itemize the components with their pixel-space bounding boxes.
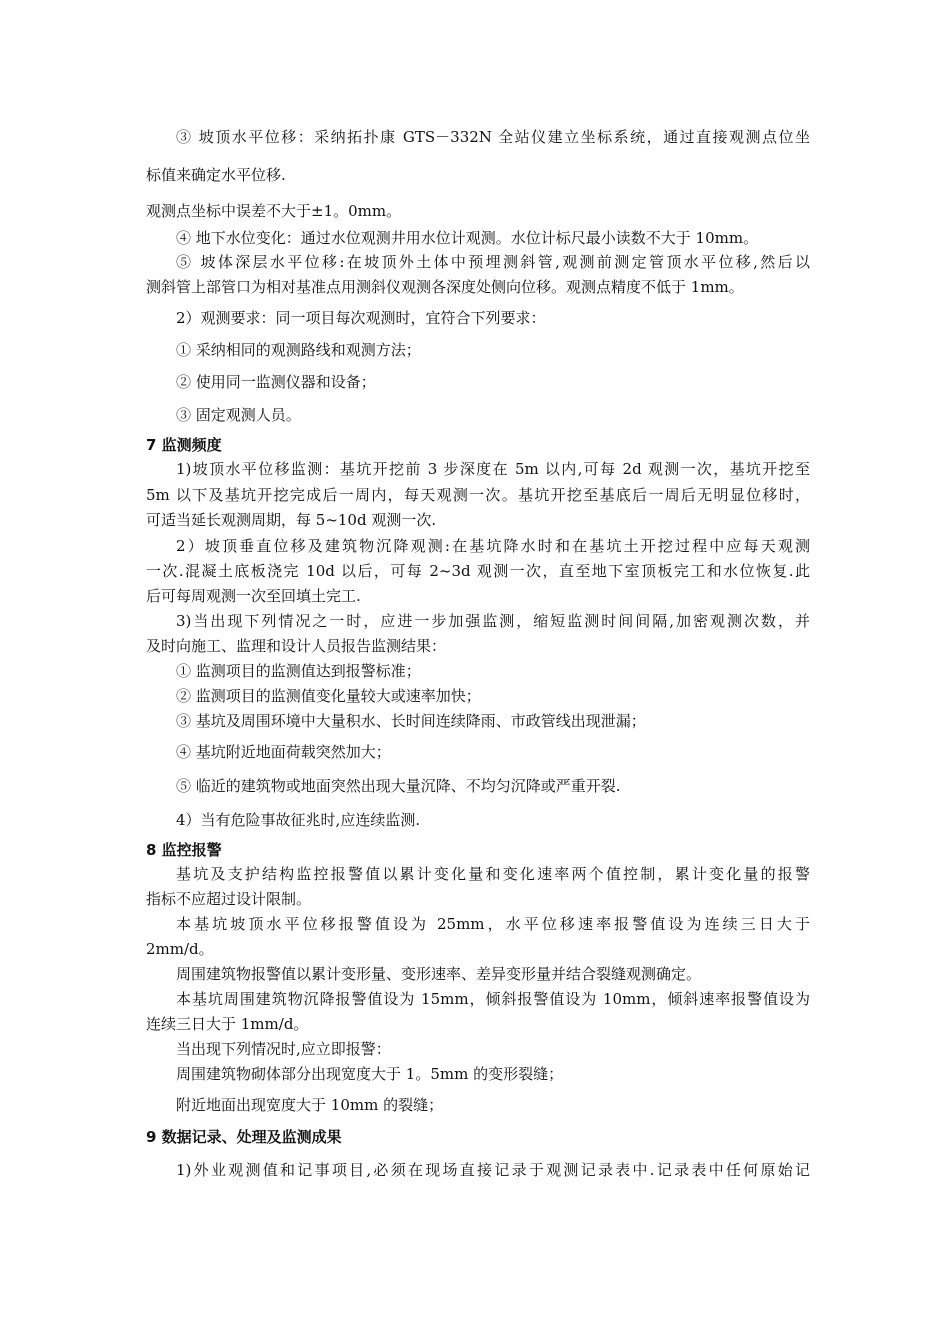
text-line: ② 监测项目的监测值变化量较大或速率加快；: [176, 687, 481, 705]
text-line: 4）当有危险事故征兆时,应连续监测.: [176, 811, 421, 829]
section-heading: 8 监控报警: [146, 841, 222, 859]
text-line: 当出现下列情况时,应立即报警：: [176, 1040, 391, 1058]
text-line: 2mm/d。: [146, 940, 214, 958]
section-heading: 7 监测频度: [146, 436, 222, 454]
text-line: ④ 地下水位变化：通过水位观测井用水位计观测。水位计标尺最小读数不大于 10mm。: [176, 229, 759, 247]
text-line: ⑤ 坡体深层水平位移:在坡顶外土体中预埋测斜管,观测前测定管顶水平位移,然后以: [176, 253, 810, 271]
text-line: 本基坑坡顶水平位移报警值设为 25mm，水平位移速率报警值设为连续三日大于: [176, 915, 810, 933]
text-line: 观测点坐标中误差不大于±1。0mm。: [146, 202, 402, 220]
text-line: ② 使用同一监测仪器和设备；: [176, 373, 376, 391]
text-line: 周围建筑物砌体部分出现宽度大于 1。5mm 的变形裂缝；: [176, 1065, 564, 1083]
text-line: 3)当出现下列情况之一时，应进一步加强监测，缩短监测时间间隔,加密观测次数，并: [176, 612, 810, 630]
text-line: 2）观测要求：同一项目每次观测时，宜符合下列要求：: [176, 309, 546, 327]
text-line: ④ 基坑附近地面荷载突然加大；: [176, 743, 391, 761]
text-line: 可适当延长观测周期，每 5~10d 观测一次.: [146, 511, 437, 529]
text-line: ⑤ 临近的建筑物或地面突然出现大量沉降、不均匀沉降或严重开裂.: [176, 777, 621, 795]
text-line: 附近地面出现宽度大于 10mm 的裂缝；: [176, 1096, 444, 1114]
text-line: ③ 固定观测人员。: [176, 406, 301, 424]
text-line: ③ 坡顶水平位移：采纳拓扑康 GTS－332N 全站仪建立坐标系统，通过直接观测点位坐: [176, 128, 810, 146]
text-line: ③ 基坑及周围环境中大量积水、长时间连续降雨、市政管线出现泄漏；: [176, 712, 646, 730]
text-line: 2）坡顶垂直位移及建筑物沉降观测:在基坑降水时和在基坑土开挖过程中应每天观测: [176, 537, 810, 555]
text-line: 5m 以下及基坑开挖完成后一周内，每天观测一次。基坑开挖至基底后一周后无明显位移时，: [146, 486, 810, 504]
text-line: 后可每周观测一次至回填土完工.: [146, 587, 361, 605]
text-line: 及时向施工、监理和设计人员报告监测结果：: [146, 637, 447, 655]
text-line: 基坑及支护结构监控报警值以累计变化量和变化速率两个值控制，累计变化量的报警: [176, 865, 810, 883]
text-line: 1)坡顶水平位移监测：基坑开挖前 3 步深度在 5m 以内,可每 2d 观测一次，基坑开挖至: [176, 460, 810, 478]
text-line: 指标不应超过设计限制。: [146, 890, 312, 908]
text-line: 测斜管上部管口为相对基准点用测斜仪观测各深度处侧向位移。观测点精度不低于 1mm。: [146, 278, 744, 296]
text-line: 一次.混凝土底板浇完 10d 以后，可每 2~3d 观测一次，直至地下室顶板完工和水位恢复.此: [146, 562, 810, 580]
text-line: ① 监测项目的监测值达到报警标准；: [176, 662, 421, 680]
section-heading: 9 数据记录、处理及监测成果: [146, 1128, 342, 1146]
text-line: 标值来确定水平位移.: [146, 166, 286, 184]
text-line: 周围建筑物报警值以累计变形量、变形速率、差异变形量并结合裂缝观测确定。: [176, 965, 702, 983]
text-line: ① 采纳相同的观测路线和观测方法；: [176, 341, 421, 359]
text-line: 1)外业观测值和记事项目,必须在现场直接记录于观测记录表中.记录表中任何原始记: [176, 1161, 810, 1179]
text-line: 连续三日大于 1mm/d。: [146, 1015, 309, 1033]
text-line: 本基坑周围建筑物沉降报警值设为 15mm，倾斜报警值设为 10mm，倾斜速率报警值设为: [176, 990, 810, 1008]
